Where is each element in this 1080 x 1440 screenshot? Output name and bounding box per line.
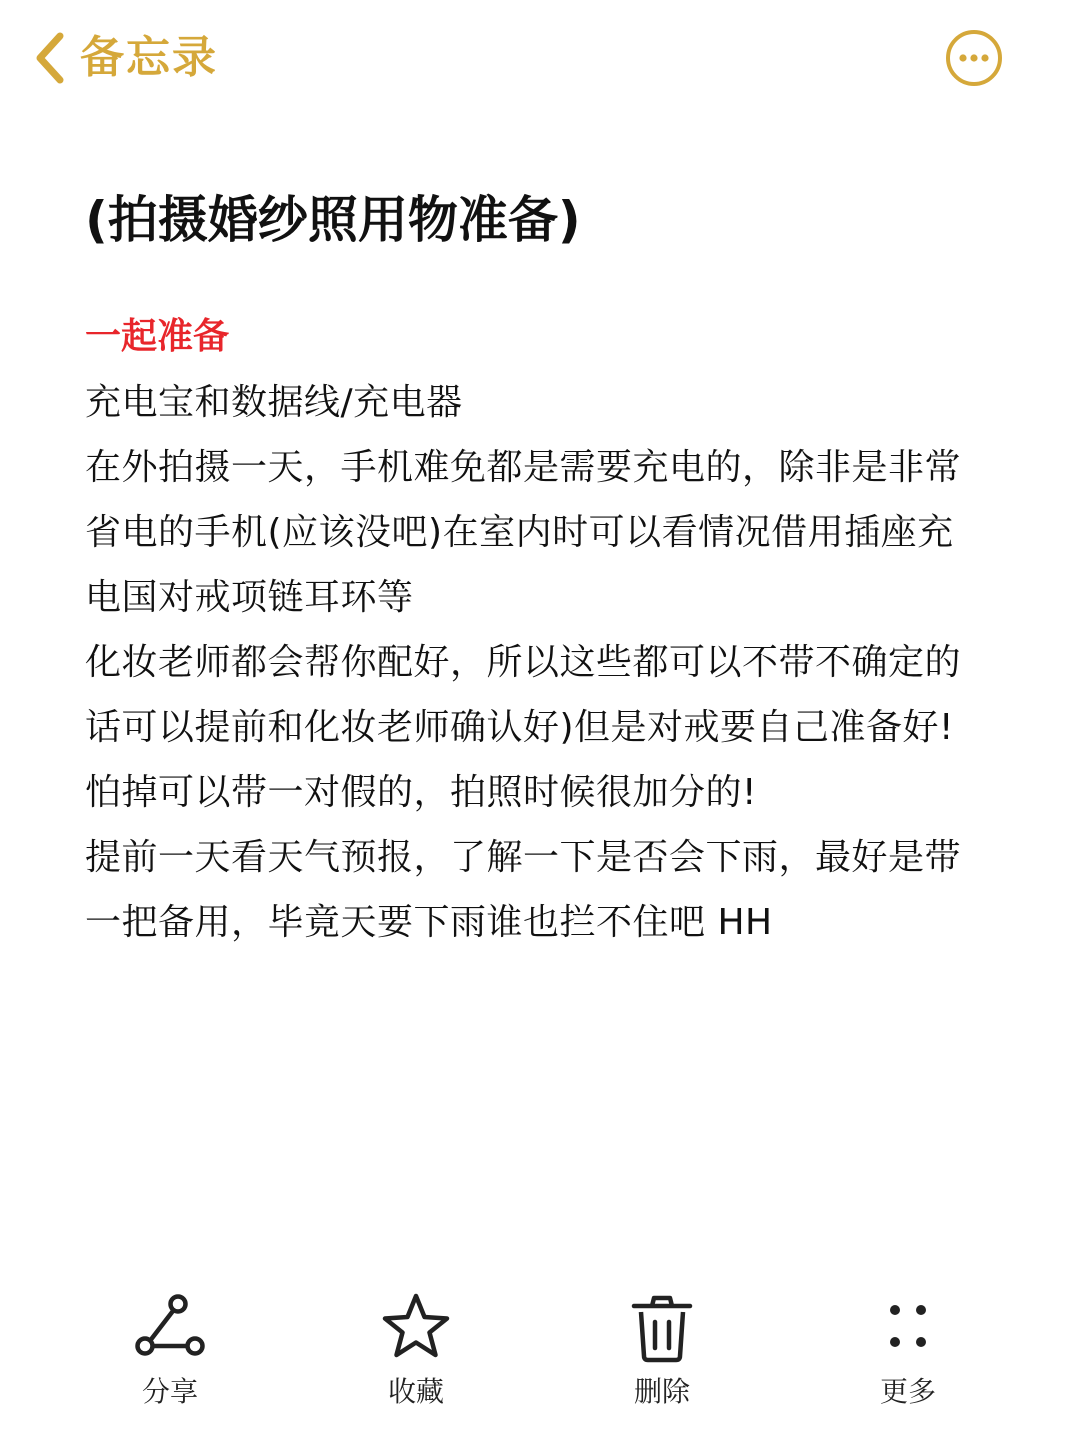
bottom-toolbar — [0, 1290, 1080, 1430]
star-icon — [378, 1290, 454, 1366]
share-icon — [132, 1290, 208, 1366]
delete-label: 删除 — [633, 1375, 690, 1408]
favorite-label: 收藏 — [387, 1375, 444, 1408]
more-dots-icon — [870, 1290, 946, 1366]
share-button[interactable] — [90, 1290, 250, 1420]
back-label: 备忘录 — [80, 32, 218, 83]
back-button[interactable] — [30, 22, 218, 94]
top-nav-bar — [0, 0, 1080, 120]
trash-icon — [624, 1290, 700, 1366]
note-content[interactable] — [85, 178, 985, 955]
section-heading: 一起准备 — [85, 316, 230, 357]
note-paragraph: 化妆老师都会帮你配好，所以这些都可以不带不确定的话可以提前和化妆老师确认好)但是对戒要自己准备好!怕掉可以带一对假的，拍照时候很加分的! — [85, 642, 962, 813]
note-paragraph: 充电宝和数据线/充电器 — [85, 382, 463, 423]
more-button[interactable] — [828, 1290, 988, 1420]
share-label: 分享 — [141, 1375, 198, 1408]
note-body — [85, 304, 985, 955]
note-paragraph: 提前一天看天气预报，了解一下是否会下雨，最好是带一把备用，毕竟天要下雨谁也拦不住吧 HH — [85, 837, 962, 943]
note-paragraph: 在外拍摄一天，手机难免都是需要充电的，除非是非常省电的手机(应该没吧)在室内时可以看情况借用插座充电国对戒项链耳环等 — [85, 447, 962, 618]
chevron-left-icon — [30, 28, 70, 88]
note-title: (拍摄婚纱照用物准备) — [85, 191, 581, 249]
delete-button[interactable] — [582, 1290, 742, 1420]
more-label: 更多 — [879, 1375, 936, 1408]
favorite-button[interactable] — [336, 1290, 496, 1420]
more-horizontal-circle-icon[interactable] — [944, 28, 1004, 88]
